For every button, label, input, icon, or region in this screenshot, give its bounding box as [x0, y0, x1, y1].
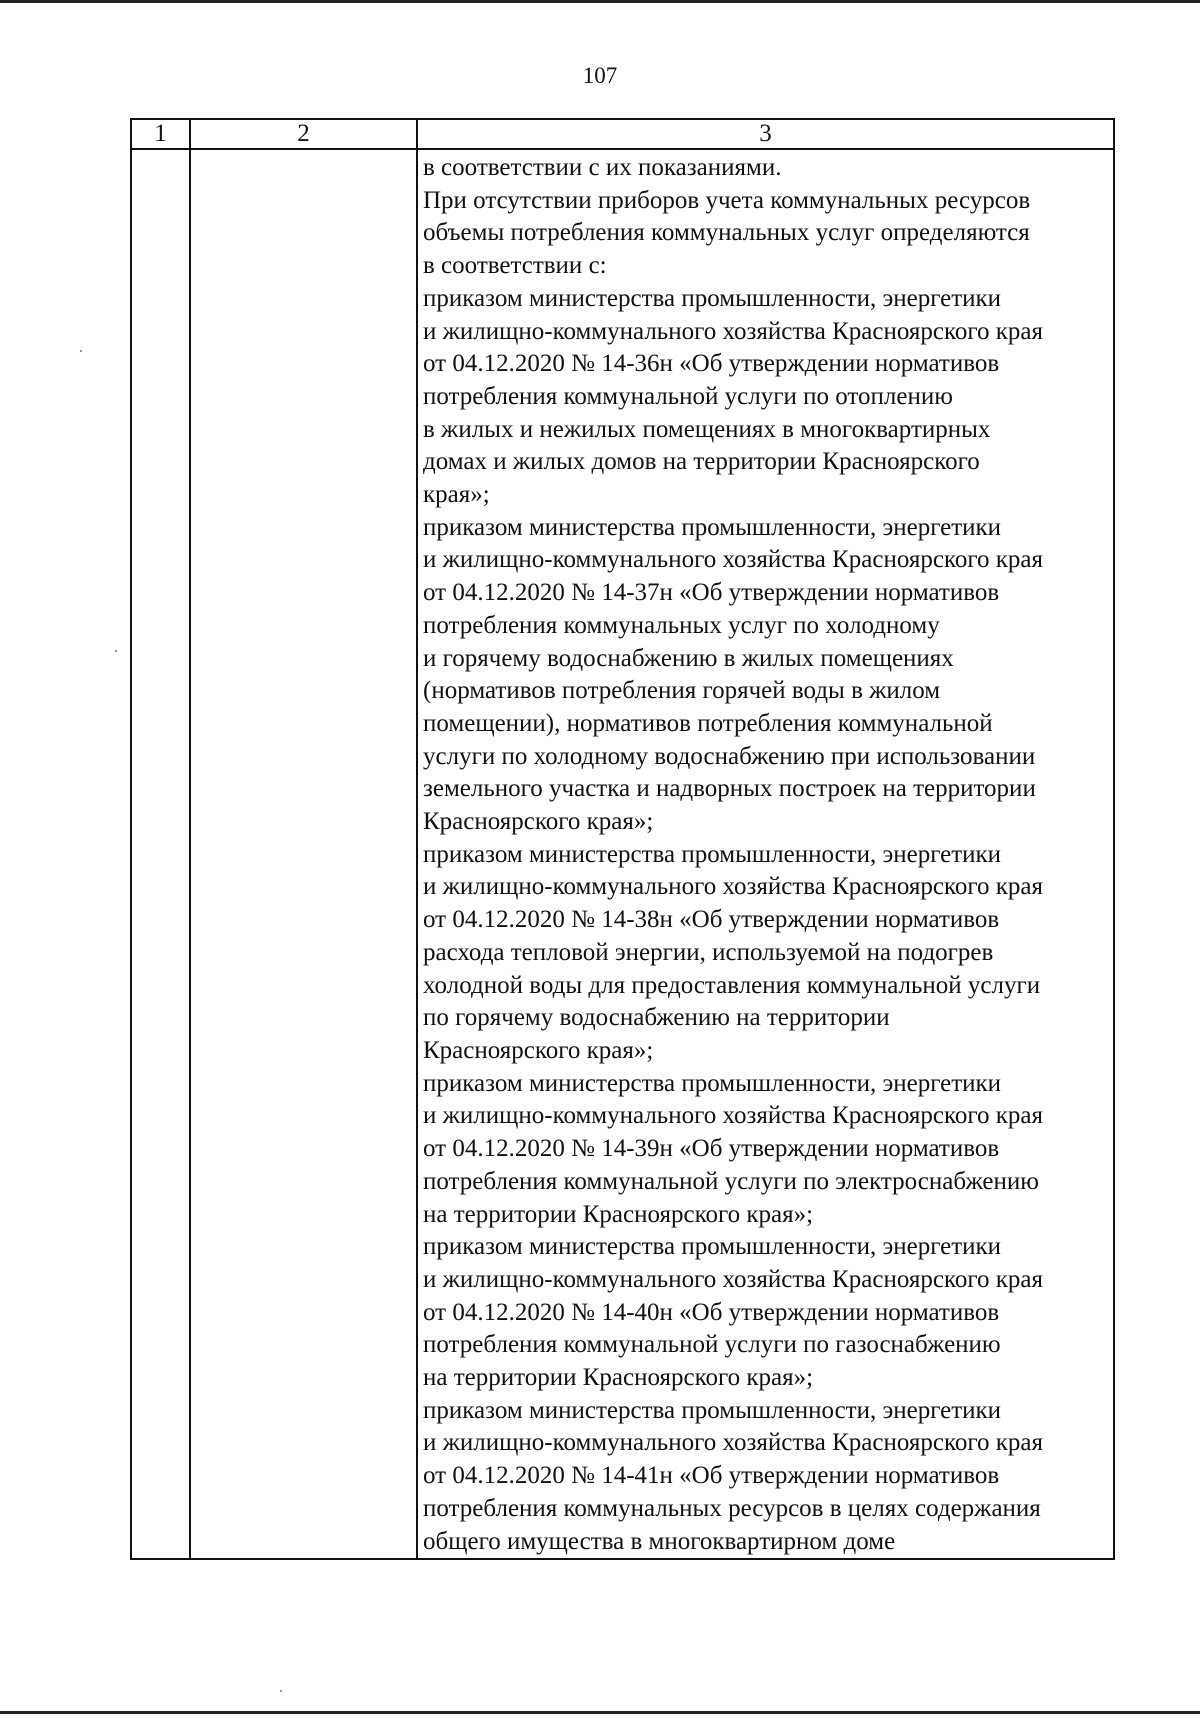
scan-speck — [80, 350, 82, 352]
text-line: потребления коммунальной услуги по электроснабжению — [423, 1167, 1039, 1195]
column-header-2: 2 — [190, 119, 417, 149]
text-line: приказом министерства промышленности, энергетики — [423, 1069, 1002, 1097]
text-line: холодной воды для предоставления коммунальной услуги — [423, 971, 1041, 999]
text-line: от 04.12.2020 № 14-36н «Об утверждении нормативов — [423, 350, 1000, 378]
text-line: на территории Красноярского края»; — [423, 1200, 814, 1228]
text-line: и жилищно-коммунального хозяйства Красноярского края — [423, 317, 1043, 345]
text-line: и жилищно-коммунального хозяйства Красноярского края — [423, 873, 1043, 901]
text-line: края»; — [423, 481, 490, 509]
text-line: потребления коммунальных услуг по холодному — [423, 611, 940, 639]
page-number: 107 — [582, 63, 618, 88]
text-line: земельного участка и надворных построек на территории — [423, 775, 1036, 803]
text-line: от 04.12.2020 № 14-38н «Об утверждении нормативов — [423, 906, 1000, 934]
text-line: приказом министерства промышленности, энергетики — [423, 840, 1002, 868]
table-cell-col3 — [417, 149, 1114, 1559]
scan-edge-top — [0, 0, 1200, 3]
column-header-3: 3 — [417, 119, 1114, 149]
text-line: домах и жилых домов на территории Красноярского — [423, 448, 980, 476]
table-cell-col2 — [190, 149, 417, 1559]
text-line: услуги по холодному водоснабжению при использовании — [423, 742, 1036, 770]
text-line: и жилищно-коммунального хозяйства Красноярского края — [423, 1265, 1043, 1293]
text-line: по горячему водоснабжению на территории — [423, 1004, 890, 1032]
text-line: Красноярского края»; — [423, 1036, 654, 1064]
text-line: на территории Красноярского края»; — [423, 1364, 814, 1392]
text-line: и жилищно-коммунального хозяйства Красноярского края — [423, 546, 1043, 574]
table-cell-col1 — [131, 149, 190, 1559]
text-line: от 04.12.2020 № 14-37н «Об утверждении нормативов — [423, 579, 1000, 607]
text-line: приказом министерства промышленности, энергетики — [423, 284, 1002, 312]
table-header-row — [131, 119, 1114, 149]
text-line: приказом министерства промышленности, энергетики — [423, 513, 1002, 541]
text-line: потребления коммунальных ресурсов в целях содержания — [423, 1494, 1041, 1522]
text-line: и жилищно-коммунального хозяйства Красноярского края — [423, 1102, 1043, 1130]
text-line: потребления коммунальной услуги по газоснабжению — [423, 1331, 1001, 1359]
text-line: Красноярского края»; — [423, 808, 654, 836]
text-line: от 04.12.2020 № 14-39н «Об утверждении нормативов — [423, 1135, 1000, 1163]
text-line: помещении), нормативов потребления коммунальной — [423, 709, 993, 737]
text-line: приказом министерства промышленности, энергетики — [423, 1233, 1002, 1261]
cell-text-block — [418, 150, 1113, 1558]
text-line: и жилищно-коммунального хозяйства Красноярского края — [423, 1429, 1043, 1457]
text-line: расхода тепловой энергии, используемой на подогрев — [423, 938, 994, 966]
document-table — [130, 118, 1115, 1560]
text-line: общего имущества в многоквартирном доме — [423, 1527, 896, 1555]
scan-speck — [115, 650, 117, 652]
table-row — [131, 149, 1114, 1559]
text-line: При отсутствии приборов учета коммунальных ресурсов — [423, 186, 1031, 214]
scan-speck — [280, 1690, 282, 1692]
text-line: от 04.12.2020 № 14-40н «Об утверждении нормативов — [423, 1298, 1000, 1326]
text-line: потребления коммунальной услуги по отоплению — [423, 382, 953, 410]
text-line: от 04.12.2020 № 14-41н «Об утверждении нормативов — [423, 1462, 1000, 1490]
text-line: и горячему водоснабжению в жилых помещениях — [423, 644, 954, 672]
text-line: в соответствии с их показаниями. — [423, 154, 782, 181]
text-line: в соответствии с: — [423, 252, 607, 280]
text-line: в жилых и нежилых помещениях в многоквартирных — [423, 415, 991, 443]
scan-edge-bottom — [0, 1711, 1200, 1714]
text-line: (нормативов потребления горячей воды в жилом — [423, 677, 941, 705]
text-line: приказом министерства промышленности, энергетики — [423, 1396, 1002, 1424]
column-header-1: 1 — [131, 119, 190, 149]
text-line: объемы потребления коммунальных услуг определяются — [423, 219, 1030, 247]
